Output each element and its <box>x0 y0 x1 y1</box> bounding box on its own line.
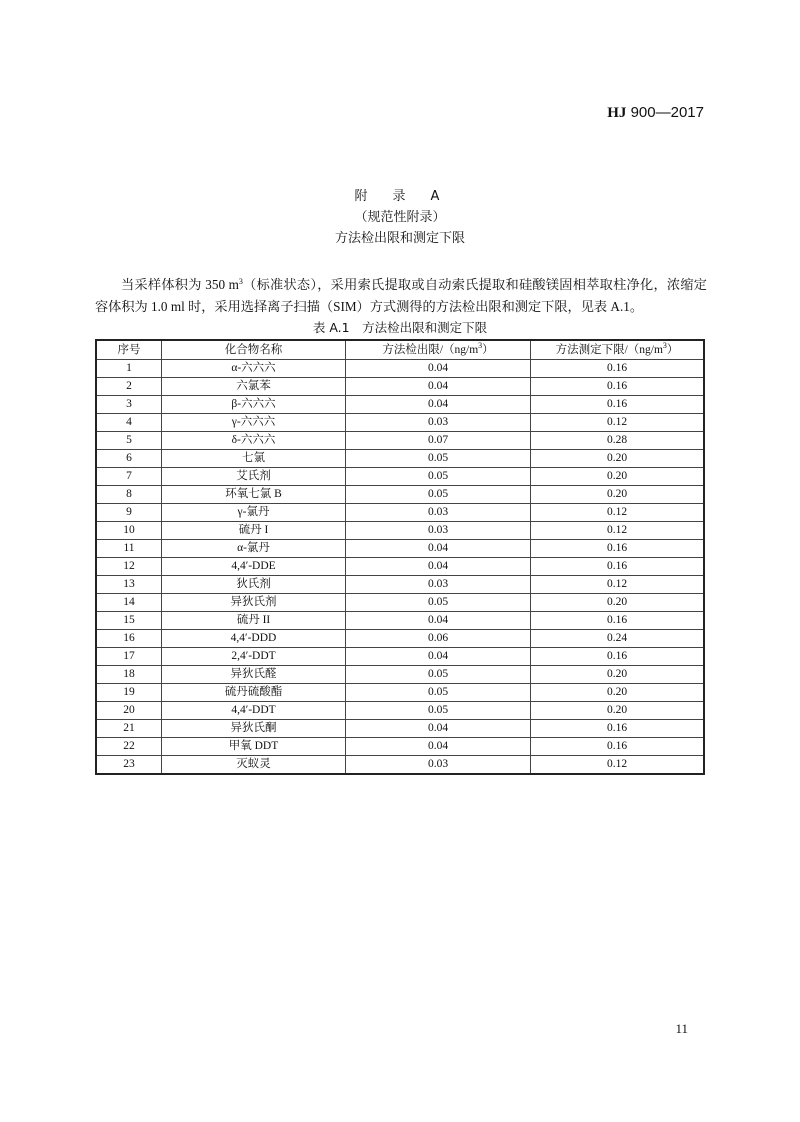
table-row <box>96 468 704 486</box>
cell-name: α-氯丹 <box>162 540 346 558</box>
header-mdl-text: 方法检出限/（ng/m <box>382 343 479 356</box>
cell-mdl: 0.03 <box>346 576 531 594</box>
cell-no: 16 <box>96 630 162 648</box>
cell-mql: 0.16 <box>531 738 705 756</box>
table-row <box>96 450 704 468</box>
cell-mdl: 0.05 <box>346 486 531 504</box>
cell-no: 19 <box>96 684 162 702</box>
cell-no: 4 <box>96 414 162 432</box>
cell-name: 异狄氏酮 <box>162 720 346 738</box>
cell-mdl: 0.07 <box>346 432 531 450</box>
cell-mdl: 0.04 <box>346 360 531 378</box>
cell-no: 10 <box>96 522 162 540</box>
cell-mdl: 0.05 <box>346 684 531 702</box>
cell-mql: 0.12 <box>531 414 705 432</box>
table-row <box>96 702 704 720</box>
cell-no: 17 <box>96 648 162 666</box>
cell-mql: 0.24 <box>531 630 705 648</box>
cell-name: 4,4′-DDT <box>162 702 346 720</box>
table-caption: 表 A.1 方法检出限和测定下限 <box>312 320 488 335</box>
cell-mdl: 0.05 <box>346 666 531 684</box>
cell-mdl: 0.05 <box>346 594 531 612</box>
cell-no: 1 <box>96 360 162 378</box>
doc-code-prefix: HJ <box>607 105 627 121</box>
cell-name: 甲氧 DDT <box>162 738 346 756</box>
cell-name: δ-六六六 <box>162 432 346 450</box>
cell-mdl: 0.04 <box>346 648 531 666</box>
superscript: 3 <box>662 340 667 350</box>
cell-mdl: 0.04 <box>346 738 531 756</box>
table-row <box>96 738 704 756</box>
cell-no: 3 <box>96 396 162 414</box>
cell-no: 14 <box>96 594 162 612</box>
header-mdl <box>346 340 531 360</box>
cell-mql: 0.20 <box>531 594 705 612</box>
cell-name: β-六六六 <box>162 396 346 414</box>
cell-name: 艾氏剂 <box>162 468 346 486</box>
paren: ） <box>482 343 494 356</box>
cell-mql: 0.20 <box>531 702 705 720</box>
appendix-subtitle: （规范性附录） <box>354 210 446 225</box>
cell-mdl: 0.04 <box>346 396 531 414</box>
cell-no: 20 <box>96 702 162 720</box>
doc-code-number: 900—2017 <box>626 104 704 121</box>
appendix-title: 附 录 A <box>354 189 446 204</box>
cell-no: 5 <box>96 432 162 450</box>
cell-mql: 0.20 <box>531 450 705 468</box>
document-code <box>607 104 704 122</box>
intro-paragraph <box>95 274 707 318</box>
table-row <box>96 396 704 414</box>
appendix-heading: 方法检出限和测定下限 <box>334 231 465 246</box>
cell-mql: 0.12 <box>531 756 705 775</box>
cell-name: 硫丹 I <box>162 522 346 540</box>
cell-mql: 0.20 <box>531 468 705 486</box>
cell-name: 2,4′-DDT <box>162 648 346 666</box>
cell-name: 异狄氏醛 <box>162 666 346 684</box>
cell-name: 六氯苯 <box>162 378 346 396</box>
table-row <box>96 612 704 630</box>
table-header-row <box>96 340 704 360</box>
cell-mql: 0.12 <box>531 522 705 540</box>
cell-mql: 0.16 <box>531 648 705 666</box>
cell-name: α-六六六 <box>162 360 346 378</box>
cell-mdl: 0.05 <box>346 468 531 486</box>
paragraph-text: （标准状态），采用索氏提取或自动索氏提取和硅酸镁固相萃取柱净化，浓缩定容体积为 1.0 ml 时，采用选择离子扫描（SIM）方式测得的方法检出限和测定下限，见表 A.1。 <box>95 277 707 315</box>
cell-mdl: 0.04 <box>346 558 531 576</box>
table-row <box>96 684 704 702</box>
cell-mql: 0.16 <box>531 540 705 558</box>
cell-name: 4,4′-DDD <box>162 630 346 648</box>
header-name: 化合物名称 <box>162 340 346 360</box>
detection-limits-table <box>95 339 705 775</box>
cell-no: 21 <box>96 720 162 738</box>
cell-name: 硫丹硫酸酯 <box>162 684 346 702</box>
cell-mql: 0.16 <box>531 720 705 738</box>
cell-no: 2 <box>96 378 162 396</box>
cell-no: 18 <box>96 666 162 684</box>
cell-name: 环氧七氯 B <box>162 486 346 504</box>
cell-mdl: 0.03 <box>346 756 531 775</box>
table-row <box>96 414 704 432</box>
cell-name: 异狄氏剂 <box>162 594 346 612</box>
header-mql-text: 方法测定下限/（ng/m <box>555 343 663 356</box>
superscript: 3 <box>478 340 483 350</box>
table-row <box>96 594 704 612</box>
cell-mdl: 0.05 <box>346 450 531 468</box>
cell-mdl: 0.03 <box>346 522 531 540</box>
cell-name: 硫丹 II <box>162 612 346 630</box>
cell-no: 9 <box>96 504 162 522</box>
table-row <box>96 576 704 594</box>
cell-mql: 0.20 <box>531 684 705 702</box>
cell-no: 13 <box>96 576 162 594</box>
cell-mql: 0.12 <box>531 576 705 594</box>
table-row <box>96 360 704 378</box>
table-row <box>96 558 704 576</box>
table-row <box>96 630 704 648</box>
cell-mql: 0.28 <box>531 432 705 450</box>
cell-name: 七氯 <box>162 450 346 468</box>
cell-name: γ-氯丹 <box>162 504 346 522</box>
paragraph-text: 当采样体积为 350 m <box>121 277 239 293</box>
table-row <box>96 432 704 450</box>
cell-no: 11 <box>96 540 162 558</box>
cell-mdl: 0.05 <box>346 702 531 720</box>
cell-no: 12 <box>96 558 162 576</box>
cell-no: 6 <box>96 450 162 468</box>
header-mql <box>531 340 705 360</box>
header-no: 序号 <box>96 340 162 360</box>
cell-mdl: 0.04 <box>346 720 531 738</box>
cell-mql: 0.12 <box>531 504 705 522</box>
table-row <box>96 504 704 522</box>
cell-mdl: 0.04 <box>346 378 531 396</box>
superscript: 3 <box>238 277 243 287</box>
cell-mdl: 0.06 <box>346 630 531 648</box>
cell-mdl: 0.04 <box>346 540 531 558</box>
cell-no: 8 <box>96 486 162 504</box>
page-number: 11 <box>675 1021 688 1036</box>
table-row <box>96 540 704 558</box>
cell-mql: 0.20 <box>531 486 705 504</box>
table-row <box>96 720 704 738</box>
cell-mql: 0.16 <box>531 360 705 378</box>
cell-mdl: 0.04 <box>346 612 531 630</box>
cell-mdl: 0.03 <box>346 414 531 432</box>
cell-no: 7 <box>96 468 162 486</box>
cell-no: 22 <box>96 738 162 756</box>
cell-mql: 0.16 <box>531 612 705 630</box>
cell-mql: 0.16 <box>531 378 705 396</box>
cell-no: 23 <box>96 756 162 775</box>
paren: ） <box>666 343 679 356</box>
cell-mql: 0.16 <box>531 396 705 414</box>
cell-mql: 0.16 <box>531 558 705 576</box>
table-row <box>96 378 704 396</box>
cell-name: 4,4′-DDE <box>162 558 346 576</box>
cell-name: 灭蚁灵 <box>162 756 346 775</box>
cell-name: γ-六六六 <box>162 414 346 432</box>
cell-no: 15 <box>96 612 162 630</box>
cell-mql: 0.20 <box>531 666 705 684</box>
table-row <box>96 648 704 666</box>
table-row <box>96 756 704 775</box>
table-row <box>96 522 704 540</box>
cell-name: 狄氏剂 <box>162 576 346 594</box>
table-row <box>96 666 704 684</box>
table-row <box>96 486 704 504</box>
cell-mdl: 0.03 <box>346 504 531 522</box>
